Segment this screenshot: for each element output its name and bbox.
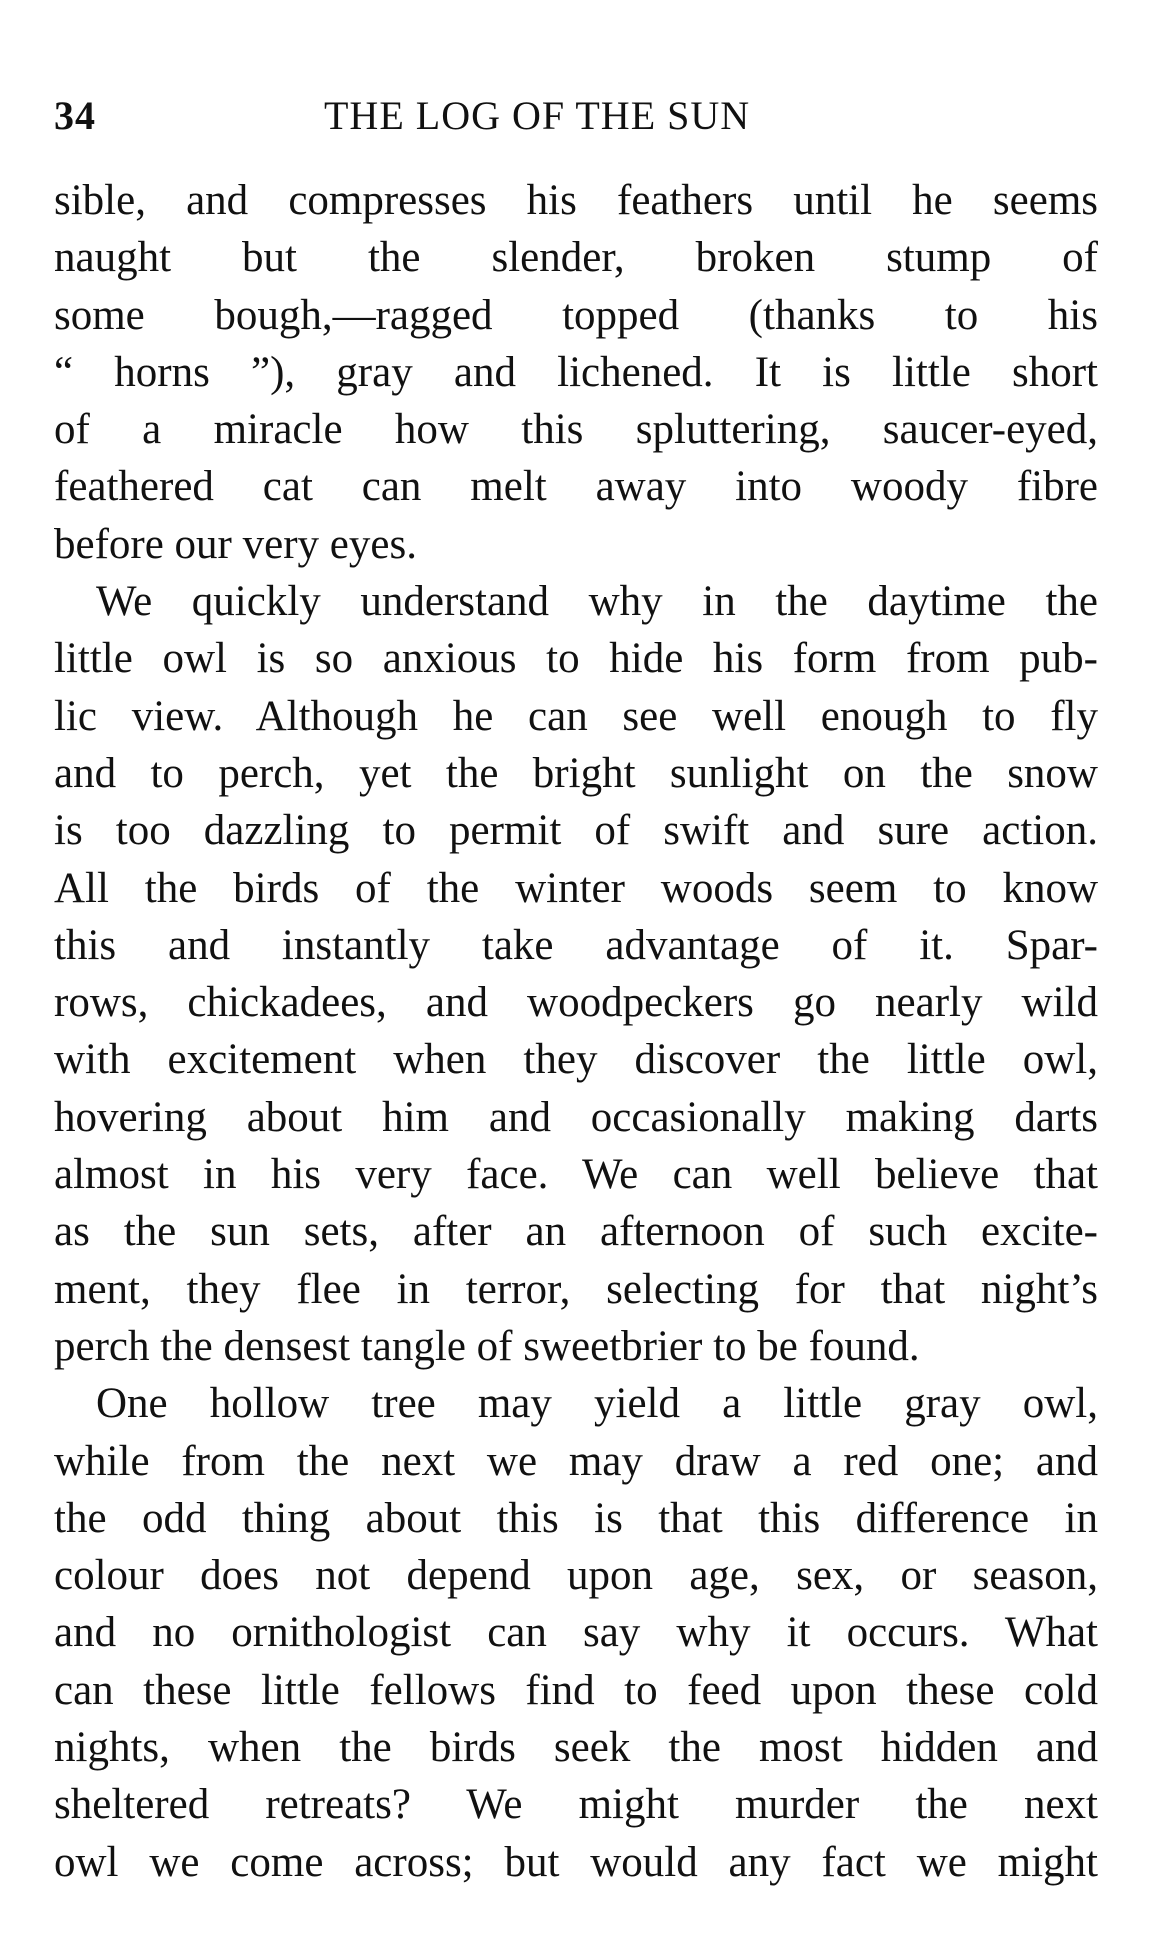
- text-line: All the birds of the winter woods seem to know: [54, 864, 1098, 912]
- text-line: before our very eyes.: [54, 520, 417, 568]
- text-line: while from the next we may draw a red one; and: [54, 1437, 1098, 1485]
- text-line: We quickly understand why in the daytime the: [96, 578, 1098, 626]
- text-line: sheltered retreats? We might murder the next: [54, 1781, 1098, 1829]
- text-line: of a miracle how this spluttering, saucer-eyed,: [54, 406, 1098, 454]
- text-line: owl we come across; but would any fact we might: [54, 1838, 1098, 1886]
- text-line: the odd thing about this is that this difference in: [54, 1494, 1098, 1542]
- text-line: rows, chickadees, and woodpeckers go nearly wild: [54, 979, 1098, 1027]
- running-title: THE LOG OF THE SUN: [324, 93, 751, 138]
- text-line: hovering about him and occasionally making darts: [54, 1093, 1098, 1141]
- text-line: little owl is so anxious to hide his form from pub-: [54, 635, 1098, 683]
- text-line: colour does not depend upon age, sex, or season,: [54, 1552, 1098, 1600]
- text-line: ment, they flee in terror, selecting for that night’s: [54, 1265, 1098, 1313]
- text-line: “ horns ”), gray and lichened. It is little short: [54, 348, 1098, 396]
- text-line: sible, and compresses his feathers until he seems: [54, 177, 1098, 224]
- text-line: naught but the slender, broken stump of: [54, 234, 1098, 282]
- text-line: nights, when the birds seek the most hidden and: [54, 1724, 1098, 1772]
- text-line: almost in his very face. We can well believe that: [54, 1151, 1098, 1199]
- running-head: [54, 92, 1098, 140]
- text-line: with excitement when they discover the little owl,: [54, 1036, 1098, 1084]
- body-text: [54, 172, 1098, 1891]
- text-line: lic view. Although he can see well enough to fly: [54, 692, 1098, 740]
- text-line: as the sun sets, after an afternoon of such excite-: [54, 1208, 1098, 1256]
- text-line: this and instantly take advantage of it. Spar-: [54, 921, 1098, 969]
- text-line: some bough,—ragged topped (thanks to his: [54, 291, 1098, 339]
- text-line: and to perch, yet the bright sunlight on the snow: [54, 749, 1098, 797]
- text-line: feathered cat can melt away into woody fibre: [54, 463, 1098, 511]
- text-line: can these little fellows find to feed upon these cold: [54, 1666, 1098, 1714]
- text-line: and no ornithologist can say why it occurs. What: [54, 1609, 1098, 1657]
- text-line: is too dazzling to permit of swift and sure action.: [54, 807, 1098, 855]
- text-line: perch the densest tangle of sweetbrier to be found.: [54, 1322, 920, 1370]
- text-line: One hollow tree may yield a little gray owl,: [96, 1380, 1098, 1428]
- page-number: 34: [54, 93, 96, 138]
